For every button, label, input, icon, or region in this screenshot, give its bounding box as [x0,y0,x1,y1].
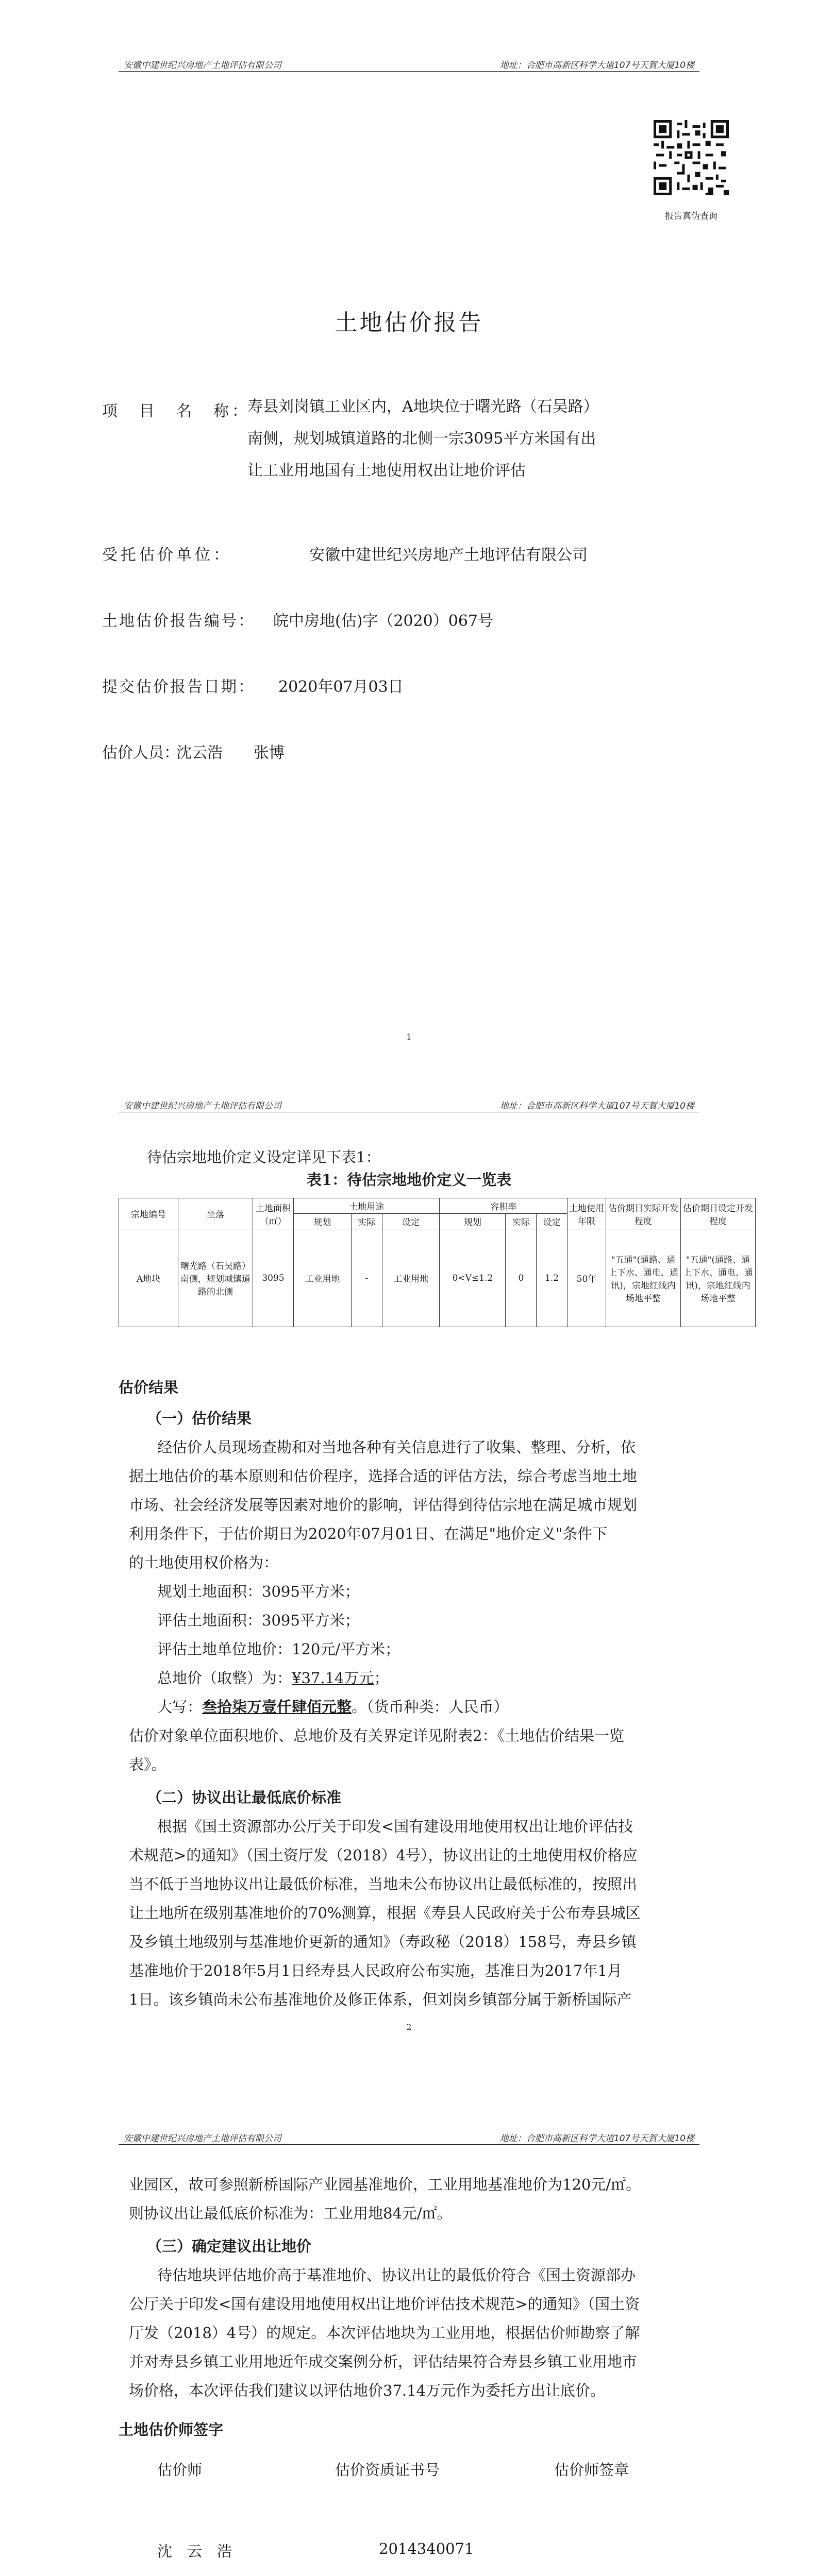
header-address: 地址：合肥市高新区科学大道107号天賀大厦10楼 [499,60,694,71]
caps-tail: 。（货币种类：人民币） [352,1698,509,1716]
total-price-line [157,1664,389,1692]
th-land-use: 土地用途 [294,1198,440,1214]
cell-far-set: 1.2 [537,1229,567,1327]
para3-line: 厅发（2018）4号）的规定。本次评估地块为工业用地，根据估价师勘察了解 [129,2324,640,2342]
page-header [119,1096,699,1112]
page-2 [0,1051,818,2124]
submit-date-label: 提交估价报告日期： [102,678,255,696]
para2-line: 1日。该乡镇尚未公布基准地价及修正体系，但刘岗乡镇部分属于新桥国际产 [129,1991,632,2008]
caps-value: 叁拾柒万壹仟肆佰元整 [202,1698,352,1716]
para3-line: 待估地块评估地价高于基准地价、协议出让的最低价符合《国土资源部办 [157,2266,636,2284]
th-use-plan: 规划 [294,1214,352,1229]
section-heading-1: （一）估价结果 [147,1410,252,1427]
land-definition-table [119,1198,756,1327]
appraisers-value: 沈云浩 张博 [176,744,285,762]
para3-line: 公厅关于印发<国有建设用地使用权出让地价评估技术规范>的通知》（国土资 [129,2295,640,2313]
cell-location: 曙光路（石吴路）南侧，规划城镇道路的北侧 [178,1229,253,1327]
para2-line: 及乡镇土地级别与基准地价更新的通知》（寿政秘（2018）158号，寿县乡镇 [129,1933,637,1951]
caps-line [157,1692,509,1721]
page-header [119,2129,699,2145]
para1-line: 的土地使用权价格为： [129,1554,279,1571]
para2-line: 根据《国土资源部办公厅关于印发<国有建设用地使用权出让地价评估技 [157,1818,633,1835]
th-dev-set: 估价期日设定开发程度 [681,1198,756,1229]
qr-code-icon[interactable] [654,120,729,195]
total-tail: ； [374,1669,389,1687]
signer-cert: 2014340071 [379,2540,474,2557]
table-intro: 待估宗地地价定义设定详见下表1： [147,1148,381,1166]
page-3 [0,2124,818,2576]
table-title: 表1：待估宗地地价定义一览表 [306,1171,512,1189]
area-plan: 规划土地面积：3095平方米； [157,1583,360,1600]
header-address: 地址：合肥市高新区科学大道107号天賀大厦10楼 [499,2133,694,2144]
project-line: 寿县刘岗镇工业区内，A地块位于曙光路（石吴路） [247,398,599,416]
para2-cont-line: 则协议出让最低底价标准为：工业用地84元/㎡。 [129,2205,452,2222]
para1-line: 据土地估价的基本原则和估价程序，选择合适的评估方法，综合考虑当地土地 [129,1467,638,1485]
th-far-set: 设定 [537,1214,567,1229]
qr-caption: 报告真伪查询 [665,211,717,222]
project-line: 让工业用地国有土地使用权出让地价评估 [247,462,526,480]
page-header [119,56,699,72]
para1-line: 利用条件下，于估价期日为2020年07月01日、在满足"地价定义"条件下 [129,1525,608,1543]
cell-area: 3095 [253,1229,294,1327]
para2-line: 基准地价于2018年5月1日经寿县人民政府公布实施，基准日为2017年1月 [129,1962,622,1979]
th-dev-actual: 估价期日实际开发程度 [606,1198,681,1229]
para2-line: 当不低于当地协议出让最低价标准，当地未公布协议出让最低标准的，按照出 [129,1875,638,1893]
sign-col-cert: 估价资质证书号 [335,2461,440,2479]
sign-heading: 土地估价师签字 [119,2421,224,2438]
header-company: 安徽中建世纪兴房地产土地评估有限公司 [124,1101,281,1111]
unit-price: 评估土地单位地价：120元/平方米； [157,1640,400,1658]
cell-dev-set: "五通"(通路、通上下水、通电、通讯)，宗地红线内场地平整 [681,1229,756,1327]
th-use-actual: 实际 [351,1214,382,1229]
table-row [119,1229,756,1327]
table-header-row [119,1198,756,1214]
th-use-set: 设定 [382,1214,440,1229]
agency-value: 安徽中建世纪兴房地产土地评估有限公司 [309,546,588,564]
sign-col-seal: 估价师签章 [554,2461,629,2479]
th-area: 土地面积（㎡） [253,1198,294,1229]
caps-label: 大写： [157,1698,203,1716]
para3-line: 并对寿县乡镇工业用地近年成交案例分析，评估结果符合寿县乡镇工业用地市 [129,2353,638,2370]
cell-far-actual: 0 [506,1229,537,1327]
para1-line: 市场、社会经济发展等因素对地价的影响，评估得到待估宗地在满足城市规划 [129,1496,638,1514]
total-value: ¥37.14万元 [292,1669,374,1687]
cell-years: 50年 [567,1229,606,1327]
header-address: 地址：合肥市高新区科学大道107号天賀大厦10楼 [499,1101,694,1111]
cell-far-plan: 0<V≤1.2 [440,1229,506,1327]
th-far: 容积率 [440,1198,567,1214]
report-title: 土地估价报告 [335,310,483,336]
section-heading-3: （三）确定建议出让地价 [147,2238,312,2255]
area-eval: 评估土地面积：3095平方米； [157,1612,360,1629]
agency-label: 受托估价单位： [102,546,232,564]
header-company: 安徽中建世纪兴房地产土地评估有限公司 [124,2133,281,2144]
result-heading: 估价结果 [119,1379,179,1396]
total-label: 总地价（取整）为： [157,1669,292,1687]
appraisers-label: 估价人员： [102,744,179,762]
cell-use-set: 工业用地 [382,1229,440,1327]
th-id: 宗地编号 [119,1198,178,1229]
cell-use-plan: 工业用地 [294,1229,352,1327]
th-far-plan: 规划 [440,1214,506,1229]
report-no-label: 土地估价报告编号： [102,612,255,630]
page-1 [0,0,818,1051]
para3-line: 场价格，本次评估我们建议以评估地价37.14万元作为委托方出让底价。 [129,2382,606,2399]
detail-line: 表》。 [129,1756,166,1773]
th-location: 坐落 [178,1198,253,1229]
cell-dev-actual: "五通"(通路、通上下水、通电、通讯)，宗地红线内场地平整 [606,1229,681,1327]
sign-col-appraiser: 估价师 [157,2461,203,2479]
th-years: 土地使用年限 [567,1198,606,1229]
para1-line: 经估价人员现场查勘和对当地各种有关信息进行了收集、整理、分析，依 [157,1438,636,1456]
cell-use-actual: - [351,1229,382,1327]
th-far-actual: 实际 [506,1214,537,1229]
para2-line: 术规范>的通知》（国土资厅发（2018）4号），协议出让的土地使用权价格应 [129,1846,638,1864]
section-heading-2: （二）协议出让最低底价标准 [147,1789,342,1806]
header-company: 安徽中建世纪兴房地产土地评估有限公司 [124,60,281,71]
para2-line: 让土地所在级别基准地价的70%测算，根据《寿县人民政府关于公布寿县城区 [129,1904,641,1922]
signer-name: 沈 云 浩 [157,2543,232,2560]
para2-cont-line: 业园区，故可参照新桥国际产业园基准地价，工业用地基准地价为120元/㎡。 [129,2176,641,2193]
page-number: 1 [406,1032,412,1042]
page-number: 2 [406,2022,412,2032]
project-label: 项 目 名 称： [102,402,251,420]
project-line: 南侧，规划城镇道路的北侧一宗3095平方米国有出 [247,430,596,448]
cell-id: A地块 [119,1229,178,1327]
report-no-value: 皖中房地(估)字（2020）067号 [273,612,494,630]
detail-line: 估价对象单位面积地价、总地价及有关界定详见附表2：《土地估价结果一览 [129,1727,624,1744]
submit-date-value: 2020年07月03日 [278,678,404,696]
